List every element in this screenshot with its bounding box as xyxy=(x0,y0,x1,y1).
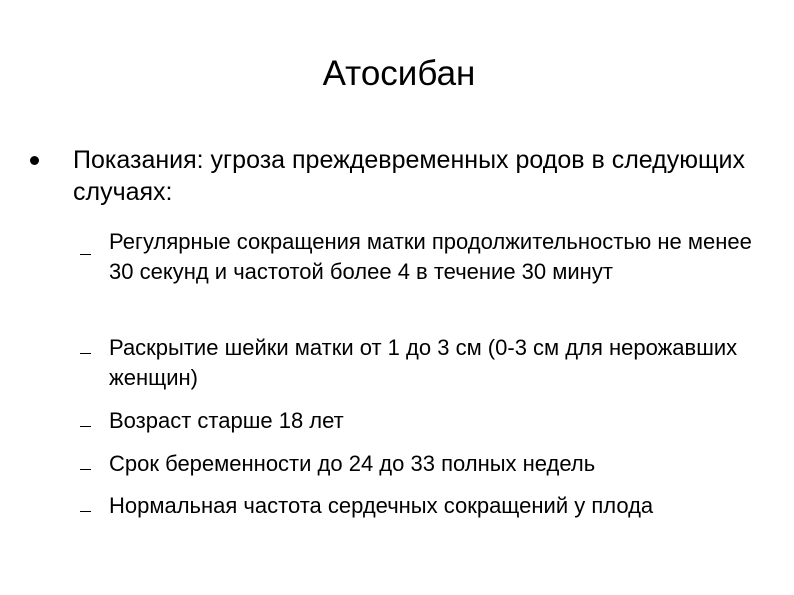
main-bullet-text: Показания: угроза преждевременных родов в следующих случаях: xyxy=(73,146,746,206)
bullet-dot-icon xyxy=(30,156,39,165)
dash-bullet-icon xyxy=(80,353,91,354)
dash-bullet-icon xyxy=(80,469,91,470)
dash-bullet-icon xyxy=(80,511,91,512)
sub-bullet-text: Раскрытие шейки матки от 1 до 3 см (0-3 см для нерожавших женщин) xyxy=(109,335,738,390)
slide-title-text: Атосибан xyxy=(322,54,476,93)
sub-bullet-text: Возраст старше 18 лет xyxy=(109,408,344,433)
sub-bullet-text: Регулярные сокращения матки продолжительностью не менее 30 секунд и частотой более 4 в течение 30 минут xyxy=(109,229,752,284)
slide-title xyxy=(0,50,794,98)
dash-bullet-icon xyxy=(80,426,91,427)
dash-bullet-icon xyxy=(80,254,91,255)
sub-bullet-text: Срок беременности до 24 до 33 полных недель xyxy=(109,451,596,476)
sub-bullet-text: Нормальная частота сердечных сокращений у плода xyxy=(109,493,654,518)
